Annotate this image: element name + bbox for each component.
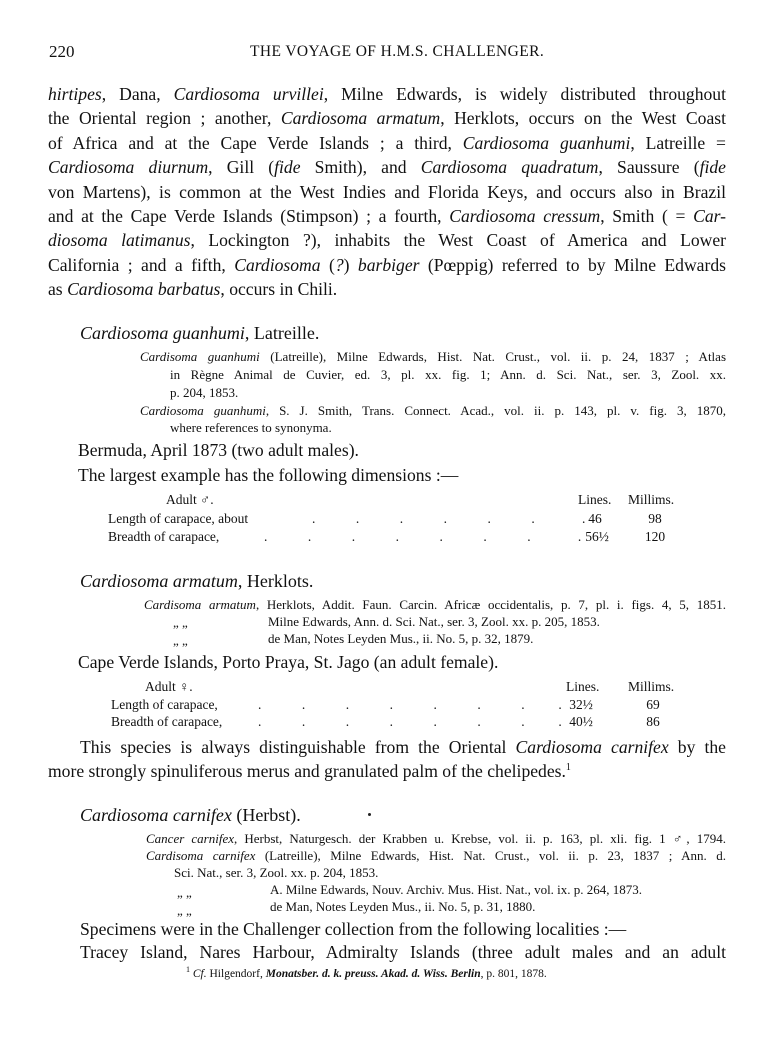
citation-ditto: „ „ — [177, 903, 192, 918]
citation: Cardisoma carnifex (Latreille), Milne Edwards, Hist. Nat. Crust., vol. ii. p. 23, 1837 ; Ann. d. — [146, 848, 726, 863]
locality: Bermuda, April 1873 (two adult males). — [78, 440, 359, 460]
leader-dots: . . . . . . . . — [258, 714, 562, 729]
species-heading: Cardiosoma guanhumi, Latreille. — [80, 323, 320, 343]
col-header-millims: Millims. — [628, 492, 675, 507]
citation-continuation: in Règne Animal de Cuvier, ed. 3, pl. xx. fig. 1; Ann. d. Sci. Nat., ser. 3, Zool. xx. — [170, 367, 726, 382]
citation-ditto: „ „ — [173, 633, 188, 648]
citation-continuation: where references to synonyma. — [170, 420, 332, 435]
citation: Cancer carnifex, Herbst, Naturgesch. der Krabben u. Krebse, vol. ii. p. 163, pl. xli. fig. 1 ♂, 1794. — [146, 831, 727, 846]
intro-line: Cardiosoma diurnum, Gill (fide Smith), and Cardiosoma quadratum, Saussure (fide — [48, 157, 726, 177]
table-label: Adult ♂. — [166, 492, 214, 507]
row-label: Breadth of carapace, — [111, 714, 223, 729]
citation-ditto: „ „ — [177, 885, 192, 900]
speck — [368, 813, 371, 816]
citation: Cardiosoma guanhumi, S. J. Smith, Trans. Connect. Acad., vol. ii. p. 143, pl. v. fig. 3, 1870, — [140, 403, 726, 418]
locality: Cape Verde Islands, Porto Praya, St. Jago (an adult female). — [78, 652, 499, 672]
cell-millims: 86 — [646, 714, 660, 729]
footnote-ref[interactable]: 1 — [565, 762, 571, 774]
locality-line: Tracey Island, Nares Harbour, Admiralty Islands (three adult males and an adult — [80, 942, 726, 962]
citation-continuation: Sci. Nat., ser. 3, Zool. xx. p. 204, 1853. — [174, 865, 379, 880]
table-label: Adult ♀. — [145, 679, 193, 694]
leader-dots: . . . . . . . . — [264, 529, 582, 544]
cell-millims: 120 — [644, 529, 666, 544]
cell-lines: 32½ — [569, 697, 593, 712]
intro-line: and at the Cape Verde Islands (Stimpson) ; a fourth, Cardiosoma cressum, Smith ( = Car- — [48, 206, 726, 226]
intro-line: diosoma latimanus, Lockington ?), inhabits the West Coast of America and Lower — [48, 230, 726, 250]
leader-dots: . . . . . . . . — [258, 697, 562, 712]
citation: de Man, Notes Leyden Mus., ii. No. 5, p. 32, 1879. — [268, 631, 534, 646]
intro-line: of Africa and at the Cape Verde Islands ; a third, Cardiosoma guanhumi, Latreille = — [48, 133, 726, 153]
intro-line: California ; and a fifth, Cardiosoma (?) barbiger (Pœppig) referred to by Milne Edwards — [48, 255, 726, 275]
col-header-millims: Millims. — [628, 679, 675, 694]
cell-millims: 69 — [646, 697, 660, 712]
cell-lines: 46 — [588, 511, 602, 526]
citation: A. Milne Edwards, Nouv. Archiv. Mus. Hist. Nat., vol. ix. p. 264, 1873. — [270, 882, 643, 897]
intro-line: the Oriental region ; another, Cardiosoma armatum, Herklots, occurs on the West Coast — [48, 108, 726, 128]
footnote: $^1$ Cf. Hilgendorf, Monatsber. d. k. preuss. Akad. d. Wiss. Berlin, p. 801, 1878. — [186, 965, 547, 980]
intro-line: as Cardiosoma barbatus, occurs in Chili. — [48, 279, 338, 299]
row-label: Length of carapace, — [111, 697, 218, 712]
citation-ditto: „ „ — [173, 615, 188, 630]
remark-line: more strongly spinuliferous merus and granulated palm of the chelipedes.$^1$ — [48, 761, 571, 781]
citation: Cardisoma armatum, Herklots, Addit. Faun. Carcin. Africæ occidentalis, p. 7, pl. i. figs. 4, 5, 1851. — [144, 597, 726, 612]
citation: Cardisoma guanhumi (Latreille), Milne Edwards, Hist. Nat. Crust., vol. ii. p. 24, 1837 ; Atlas — [140, 349, 727, 364]
row-label: Length of carapace, about — [108, 511, 249, 526]
species-heading: Cardiosoma carnifex (Herbst). — [80, 805, 301, 825]
row-label: Breadth of carapace, — [108, 529, 220, 544]
col-header-lines: Lines. — [578, 492, 612, 507]
species-heading: Cardiosoma armatum, Herklots. — [80, 571, 314, 591]
specimens-intro: Specimens were in the Challenger collection from the following localities :— — [80, 919, 627, 939]
cell-millims: 98 — [648, 511, 662, 526]
col-header-lines: Lines. — [566, 679, 600, 694]
citation: de Man, Notes Leyden Mus., ii. No. 5, p. 31, 1880. — [270, 899, 536, 914]
intro-line: hirtipes, Dana, Cardiosoma urvillei, Milne Edwards, is widely distributed throughout — [48, 84, 726, 104]
intro-line: von Martens), is common at the West Indies and Florida Keys, and occurs also in Brazil — [48, 182, 726, 202]
running-title: THE VOYAGE OF H.M.S. CHALLENGER. — [250, 43, 545, 60]
dimension-intro: The largest example has the following dimensions :— — [78, 465, 459, 485]
page-number: 220 — [49, 42, 75, 61]
citation: Milne Edwards, Ann. d. Sci. Nat., ser. 3, Zool. xx. p. 205, 1853. — [268, 614, 600, 629]
cell-lines: 40½ — [569, 714, 593, 729]
citation-continuation: p. 204, 1853. — [170, 385, 239, 400]
leader-dots: . . . . . . . — [312, 511, 586, 526]
remark-line: This species is always distinguishable from the Oriental Cardiosoma carnifex by the — [80, 737, 726, 757]
cell-lines: 56½ — [585, 529, 609, 544]
